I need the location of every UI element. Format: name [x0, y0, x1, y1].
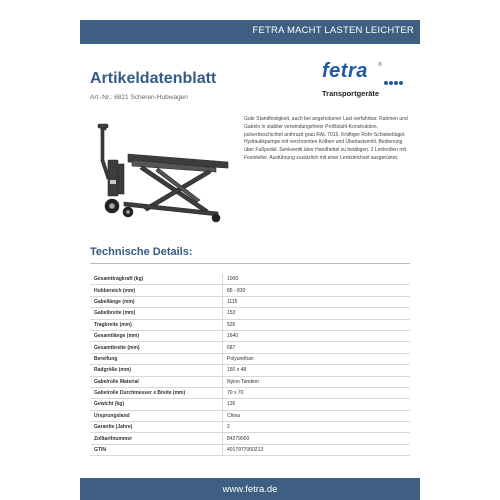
spec-value: 526: [223, 319, 411, 330]
logo-registered-mark: ®: [378, 62, 382, 68]
spec-key: Gabelbreite (mm): [90, 308, 223, 319]
spec-row: [90, 387, 410, 398]
spec-row: [90, 274, 410, 285]
logo-word: fetra: [322, 60, 368, 82]
spec-value: 1000: [223, 274, 411, 285]
spec-value: 4017977060213: [223, 444, 411, 455]
spec-key: Gesamtlänge (mm): [90, 330, 223, 341]
spec-value: 1640: [223, 330, 411, 341]
spec-key: Ursprungsland: [90, 410, 223, 421]
spec-key: Hubbereich (mm): [90, 285, 223, 296]
spec-key: GTIN: [90, 444, 223, 455]
header-bar: [80, 20, 420, 44]
spec-key: Garantie (Jahre): [90, 422, 223, 433]
section-title: Technische Details:: [90, 246, 193, 258]
spec-key: Gabelrolle Durchmesser x Breite (mm): [90, 387, 223, 398]
spec-value: 1115: [223, 296, 411, 307]
logo-dots-icon: [384, 72, 404, 90]
spec-value: 85 - 830: [223, 285, 411, 296]
spec-row: [90, 444, 410, 455]
spec-row: [90, 410, 410, 421]
article-number: Art.-Nr.: 6821 Scheren-Hubwagen: [90, 94, 188, 101]
scissor-lift-pallet-truck-image: [88, 120, 238, 230]
spec-key: Bereifung: [90, 353, 223, 364]
spec-value: Nylon Tandem: [223, 376, 411, 387]
spec-key: Tragbreite (mm): [90, 319, 223, 330]
spec-value: Polyurethan: [223, 353, 411, 364]
spec-row: [90, 353, 410, 364]
spec-value: 687: [223, 342, 411, 353]
spec-key: Gabellänge (mm): [90, 296, 223, 307]
footer-url: www.fetra.de: [222, 484, 278, 495]
spec-key: Gesamttragkraft (kg): [90, 274, 223, 285]
spec-value: 2: [223, 422, 411, 433]
spec-key: Gesamtbreite (mm): [90, 342, 223, 353]
footer-bar: [80, 478, 420, 500]
spec-value: 84279000: [223, 433, 411, 444]
spec-row: [90, 308, 410, 319]
spec-value: 150 x 48: [223, 365, 411, 376]
spec-row: [90, 296, 410, 307]
spec-row: [90, 399, 410, 410]
spec-row: [90, 365, 410, 376]
specs-table: [90, 274, 410, 456]
product-description: Gute Standfestigkeit, auch bei angehobener Last verfahrbar. Rahmen und Gabeln in stabiler verwindungsfreier Profilstahl-Konstruktion, pulverbeschichtet anthrazit grau RAL 7016. Kräftiger Rohr-Schiebebügel. Hydraulikpumpe mit verchromten Kolben und Überlastventil. Bedienung über Fußpedal. Senkventil über Handhebel zu betätigen. 2 Lenkrollen mit Feststeller. Ausführung zusätzlich mit einer Lenkdeichsel ausgerüstet.: [244, 116, 408, 161]
spec-key: Gabelrolle Material: [90, 376, 223, 387]
spec-value: China: [223, 410, 411, 421]
spec-value: 70 x 70: [223, 387, 411, 398]
spec-row: [90, 433, 410, 444]
spec-row: [90, 422, 410, 433]
spec-row: [90, 342, 410, 353]
spec-key: Gewicht (kg): [90, 399, 223, 410]
page-title: Artikeldatenblatt: [90, 70, 217, 87]
spec-row: [90, 330, 410, 341]
divider: [90, 263, 410, 264]
spec-row: [90, 285, 410, 296]
spec-row: [90, 376, 410, 387]
spec-value: 135: [223, 399, 411, 410]
spec-row: [90, 319, 410, 330]
header-tagline: FETRA MACHT LASTEN LEICHTER: [252, 25, 414, 36]
spec-key: Zolltarifnummer: [90, 433, 223, 444]
spec-key: Radgröße (mm): [90, 365, 223, 376]
logo-subtitle: Transportgeräte: [322, 89, 380, 98]
spec-value: 153: [223, 308, 411, 319]
